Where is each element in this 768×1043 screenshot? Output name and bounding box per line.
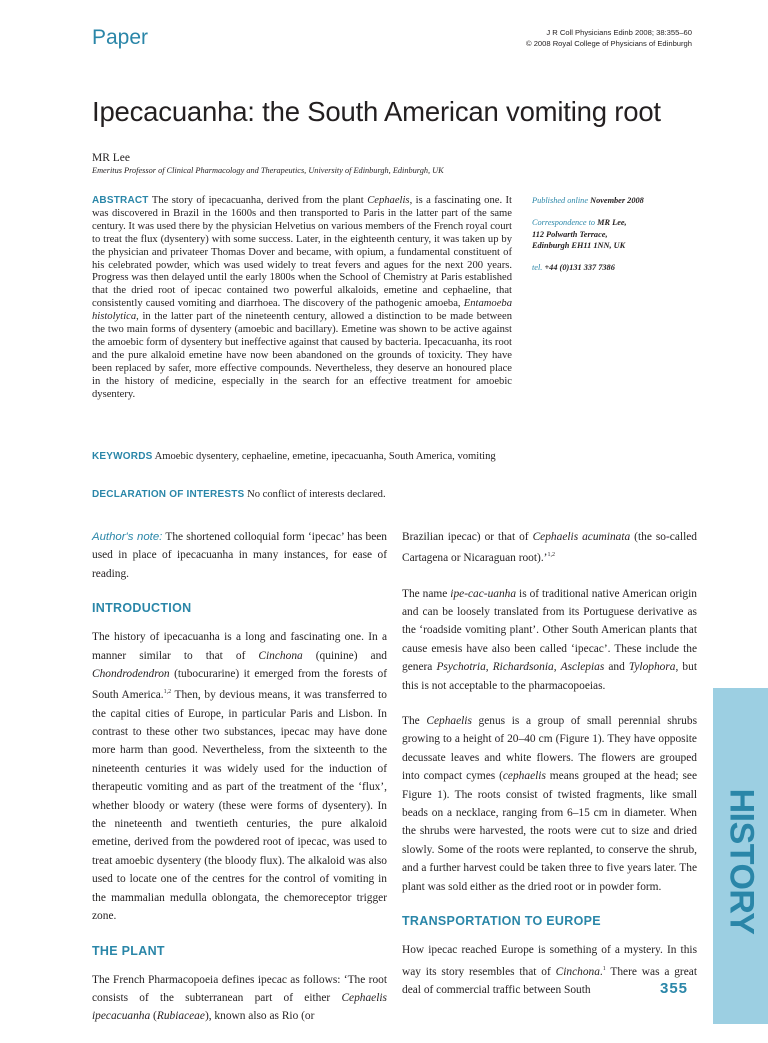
article-info-sidebar [532,195,702,284]
published-online: Published online November 2008 [532,196,644,205]
keywords-text: Amoebic dysentery, cephaeline, emetine, ipecacuanha, South America, vomiting [154,451,496,462]
abstract [92,195,512,402]
paragraph-name-origin: The name ipe-cac-uanha is of traditional native American origin and can be loosely translated from its Portuguese derivative as the ‘roadside vomiting plant’. Other South American plants that cause emesis have also been called ‘ipecac’. These include the genera Psychotria, Richardsonia, Asclepias and Tylophora, but this is not acceptable to the pharmacopoeias. [402,587,697,692]
page-number: 355 [660,980,689,997]
paragraph-brazilian-ipecac: Brazilian ipecac) or that of Cephaelis acuminata (the so-called Cartagena or Nicaraguan root).’$^{1,2}$ [402,531,697,565]
section-side-tab [713,688,768,1024]
keywords-label: KEYWORDS [92,451,153,462]
authors-note: Author's note: The shortened colloquial form ‘ipecac’ has been used in place of ipecacuanha in many instances, for ease of reading. [92,531,387,580]
citation-line: J R Coll Physicians Edinb 2008; 38:355–60 [546,28,692,37]
abstract-text: The story of ipecacuanha, derived from the plant Cephaelis, is a fascinating one. It was discovered in Brazil in the 1600s and then transported to Paris in the latter part of the same century. It was used there by the physician Helvetius on various members of the French royal court to treat the flux (dysentery) with some success. Later, in the eighteenth century, it was taken up by the physician and privateer Thomas Dover and became, with opium, a fundamental constituent of his celebrated powder, which was used widely to treat fevers and agues for the next 200 years. Progress was then delayed until the early 1800s when the School of Chemistry at Paris established that the dried root of ipecac contained two powerful alkaloids, emetine and cephaeline, that consistently caused vomiting and diarrhoea. The discovery of the pathogenic amoeba, Entamoeba histolytica, in the latter part of the nineteenth century, allowed a distinction to be made between the two main forms of dysentery (amoebic and bacillary). Emetine was shown to be active against the amoebic form of dysentery but ineffective against that caused by bacteria. Ipecacuanha, its root and the pure alkaloid emetine have now been abandoned on the grounds of toxicity. They have been replaced by safer, more effective compounds. Nevertheless, they deserve an honoured place in the history of medicine, especially in the search for an effective treatment for amoebic dysentery. [92,195,512,400]
author-affiliation: Emeritus Professor of Clinical Pharmacology and Therapeutics, University of Edinburgh, Edinburgh, UK [92,166,444,175]
article-title: Ipecacuanha: the South American vomiting root [92,96,661,127]
section-side-tab-label: HISTORY [722,788,760,934]
telephone: tel. +44 (0)131 337 7386 [532,263,615,273]
paragraph-cephaelis-genus: The Cephaelis genus is a group of small perennial shrubs growing to a height of 20–40 cm (Figure 1). They have opposite decussate leaves and white flowers. The flowers are grouped into compact cymes (cephaelis means grouped at the head; see Figure 1). The roots consist of twisted fragments, like small beads on a necklace, ranging from 6–15 cm in diameter. When the shrubs were harvested, the roots were cut to size and dried slowly. Some of the roots were replanted, to conserve the shrub, and a further harvest could be taken three to five years later. The plant was sold either as the dried root or in powder form. [402,715,697,893]
declaration-text: No conflict of interests declared. [247,489,386,500]
correspondence: Correspondence to MR Lee, 112 Polwarth Terrace, Edinburgh EH11 1NN, UK [532,218,627,250]
journal-citation [526,28,692,49]
plant-heading: THE PLANT [92,943,165,958]
introduction-paragraph: The history of ipecacuanha is a long and fascinating one. In a manner similar to that of Cinchona (quinine) and Chondrodendron (tubocurarine) it emerged from the forests of South America.$^{1,2}$ Then, by devious means, it was transferred to the capital cities of Europe, in particular Paris and Lisbon. In contrast to these other two substances, ipecac may have done more harm than good. Nevertheless, from the sixteenth to the nineteenth centuries it was widely used for the induction of therapeutic vomiting and as part of the treatment of the ‘flux’, whether bloody or watery (these were forms of dysentery). In the nineteenth and twentieth centuries, the pure alkaloid emetine, derived from the powdered root of ipecac, was used to treat amoebic dysentery (the bloody flux). The alkaloid was also used to locate one of the centres for the control of vomiting in the mammalian medulla oblongata, the chemoreceptor trigger zone. [92,631,387,923]
body-column-right [402,528,697,1016]
transportation-heading: TRANSPORTATION TO EUROPE [402,914,601,929]
transportation-paragraph: How ipecac reached Europe is something of a mystery. In this way its story resembles that of Cinchona.$^1$ There was a great deal of commercial traffic between South [402,944,697,996]
introduction-heading: INTRODUCTION [92,601,192,616]
section-label: Paper [92,26,149,49]
body-column-left [92,528,387,1043]
author-name: MR Lee [92,152,131,164]
declaration-label: DECLARATION OF INTERESTS [92,489,245,500]
copyright-line: © 2008 Royal College of Physicians of Edinburgh [525,38,692,48]
keywords [92,451,512,464]
plant-paragraph: The French Pharmacopoeia defines ipecac as follows: ‘The root consists of the subterranean part of either Cephaelis ipecacuanha (Rubiaceae), known also as Rio (or [92,973,387,1023]
declaration-of-interests [92,489,512,502]
abstract-label: ABSTRACT [92,195,149,206]
